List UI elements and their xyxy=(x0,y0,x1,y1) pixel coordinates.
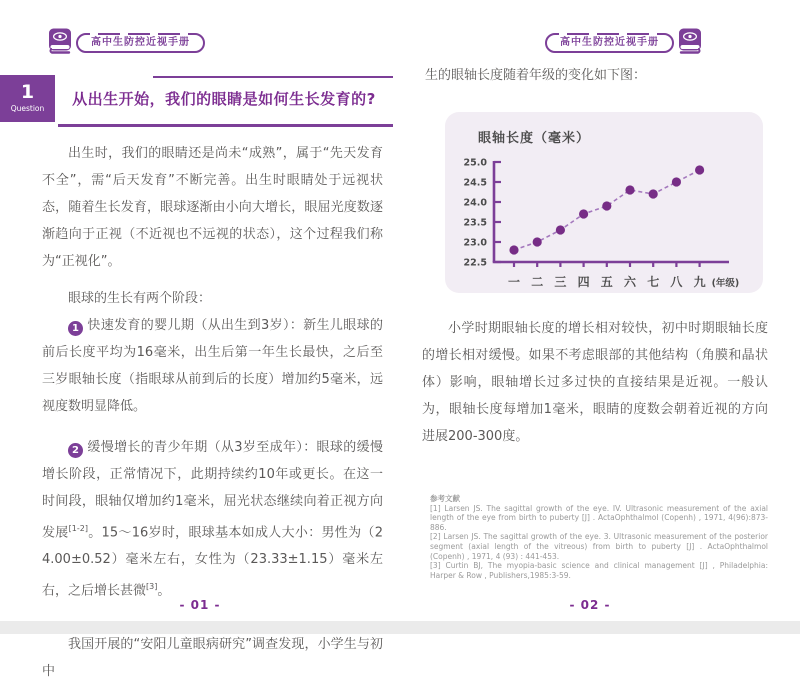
data-point xyxy=(533,237,542,246)
y-tick-label: 23.0 xyxy=(463,237,487,249)
x-tick-label: 一 xyxy=(507,275,521,289)
continuation-text xyxy=(425,62,770,89)
question-title: 从出生开始，我们的眼睛是如何生长发育的? xyxy=(72,90,376,108)
stage2-text: 。15～16岁时，眼球基本如成人大小：男性为（24.00±0.52）毫米左右，女性为（23.33±1.15）毫米左右，之后增长甚微 xyxy=(42,525,383,599)
x-tick-label: 九 xyxy=(693,275,706,289)
data-point xyxy=(579,209,588,218)
question-label: Question xyxy=(10,104,45,113)
data-point xyxy=(556,225,565,234)
x-tick-label: 四 xyxy=(577,275,590,289)
header-right xyxy=(545,28,702,55)
question-banner xyxy=(0,75,393,127)
paragraph: 小学时期眼轴长度的增长相对较快，初中时期眼轴长度的增长相对缓慢。如果不考虑眼部的其他结构（角膜和晶状体）影响，眼轴增长过多过快的直接结果是近视。一般认为，眼轴长度每增加1毫米，眼睛的度数会朝着近视的方向进展200-300度。 xyxy=(422,321,768,444)
reference-item: [2] Larsen JS. The sagittal growth of the eye. 3. Ultrasonic measurement of the posterior segment (axial length of the vitreous) from birth to puberty [J] . ActaOphthalmol (Copenh) , 1971, 4 (93) : 441-453. xyxy=(430,532,768,561)
x-tick-label: 八 xyxy=(670,275,683,289)
chart-title: 眼轴长度（毫米） xyxy=(478,131,591,146)
bottom-margin-strip xyxy=(0,621,800,634)
references-title: 参考文献 xyxy=(430,494,460,503)
data-point xyxy=(649,189,658,198)
y-tick-label: 24.0 xyxy=(463,197,487,209)
x-axis-suffix: (年级) xyxy=(711,278,740,289)
x-tick-label: 七 xyxy=(647,275,660,289)
y-tick-label: 23.5 xyxy=(463,217,487,229)
paragraph: 我国开展的“安阳儿童眼病研究”调查发现，小学生与初中 xyxy=(42,636,383,679)
banner-bottom-rule xyxy=(58,124,393,127)
x-tick-label: 五 xyxy=(600,275,613,289)
reference-item: [3] Curtin BJ, The myopia-basic science and clinical management [J] , Philadelphia: Harper & Row , Publishers,1985:3-59. xyxy=(430,561,768,580)
data-point xyxy=(695,165,704,174)
citation-sup: [3] xyxy=(146,582,158,592)
references-section xyxy=(430,494,768,580)
data-point xyxy=(672,177,681,186)
stage2-paragraph xyxy=(42,434,383,605)
stage1-paragraph xyxy=(42,312,383,420)
page-number-left: - 01 - xyxy=(179,598,221,612)
x-tick-label: 二 xyxy=(531,275,544,289)
book-with-eye-icon xyxy=(48,28,72,55)
axial-length-chart-panel xyxy=(445,112,763,293)
data-point xyxy=(509,245,518,254)
axial-length-chart-svg xyxy=(453,148,755,294)
stage1-number-badge: 1 xyxy=(68,321,83,336)
booklet-title-tag: 高中生防控近视手册 xyxy=(76,33,205,53)
x-tick-label: 六 xyxy=(623,275,637,289)
question-number: 1 xyxy=(20,81,35,103)
data-point xyxy=(602,201,611,210)
y-tick-label: 22.5 xyxy=(463,257,487,269)
reference-item: [1] Larsen JS. The sagittal growth of the eye. IV. Ultrasonic measurement of the axial length of the eye from birth to puberty [J] . ActaOphthalmol (Copenh) , 1971, 4(96):873-886. xyxy=(430,503,768,532)
book-with-eye-icon xyxy=(678,28,702,55)
y-tick-label: 24.5 xyxy=(463,177,487,189)
right-body-text xyxy=(422,315,768,450)
paragraph: 生的眼轴长度随着年级的变化如下图： xyxy=(425,68,647,83)
paragraph: 眼球的生长有两个阶段： xyxy=(68,291,212,306)
header-left xyxy=(48,28,205,55)
y-tick-label: 25.0 xyxy=(463,157,487,169)
stage2-text: 。 xyxy=(157,583,171,599)
x-tick-label: 三 xyxy=(554,275,567,289)
stage2-number-badge: 2 xyxy=(68,443,83,458)
data-point xyxy=(625,185,634,194)
page-number-right: - 02 - xyxy=(569,598,611,612)
stage1-text: 快速发育的婴儿期（从出生到3岁）：新生儿眼球的前后长度平均为16毫米，出生后第一年生长最快，之后至三岁眼轴长度（指眼球从前到后的长度）增加约5毫米，远视度数明显降低。 xyxy=(42,318,383,414)
question-number-badge xyxy=(0,75,55,122)
question-title-box xyxy=(55,75,393,122)
stage2-text: 缓慢增长的青少年期（从3岁至成年）：眼球的缓慢增长阶段，正常情况下，此期持续约10年或更长。在这一时间段，眼轴仅增加约1毫米，屈光状态继续向着正视方向发展 xyxy=(42,440,383,541)
booklet-title-tag: 高中生防控近视手册 xyxy=(545,33,674,53)
paragraph: 出生时，我们的眼睛还是尚未“成熟”，属于“先天发育不全”，需“后天发育”不断完善。出生时眼睛处于远视状态，随着生长发育，眼球逐渐由小向大增长，眼屈光度数逐渐趋向于正视（不近视也不远视的状态），这个过程我们称为“正视化”。 xyxy=(42,146,383,269)
citation-sup: [1-2] xyxy=(68,524,88,533)
